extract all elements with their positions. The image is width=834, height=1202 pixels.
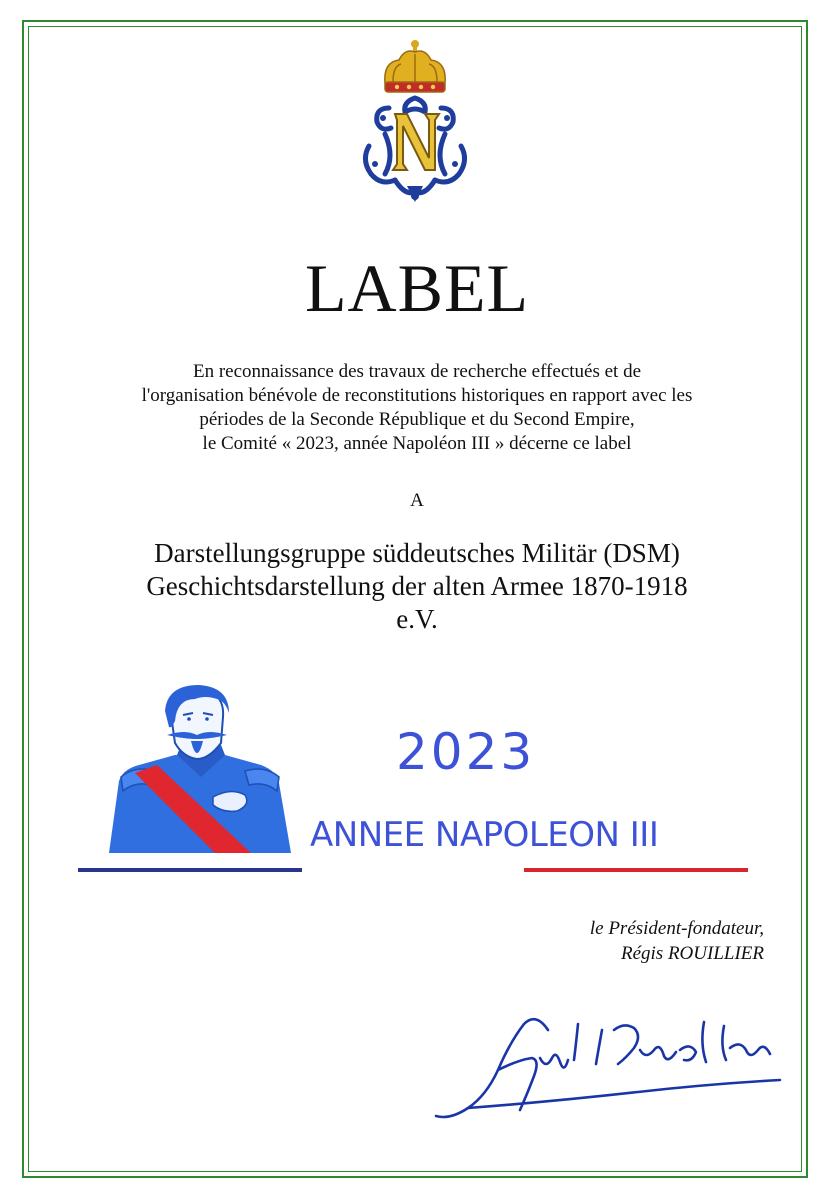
logo-year: 2023 [396,723,536,781]
intro-line: l'organisation bénévole de reconstitutions historiques en rapport avec les [141,385,693,406]
intro-line: En reconnaissance des travaux de recherche effectués et de [192,361,641,382]
red-underline-bar [524,868,748,872]
napoleon-portrait-illustration [105,685,295,857]
recipient-line: Darstellungsgruppe süddeutsches Militär (DSM) [154,538,680,568]
handwritten-signature [428,1000,788,1130]
recipient-prefix: A [410,490,424,511]
intro-paragraph [40,360,794,456]
imperial-n-crown-emblem [355,36,475,202]
intro-line: le Comité « 2023, année Napoléon III » décerne ce label [202,433,632,454]
letter-n-monogram [393,114,439,170]
recipient-line: e.V. [396,604,438,634]
document-title: LABEL [304,250,530,326]
recipient-name [30,537,804,636]
signatory-role: le Président-fondateur, [589,918,764,939]
logo-title: ANNEE NAPOLEON III [310,815,659,855]
signatory-name: Régis ROUILLIER [620,943,764,964]
recipient-line: Geschichtsdarstellung der alten Armee 1870-1918 [146,571,688,601]
intro-line: périodes de la Seconde République et du Second Empire, [199,409,635,430]
blue-underline-bar [78,868,302,872]
signatory-block [420,916,764,966]
crown-icon [385,40,445,92]
